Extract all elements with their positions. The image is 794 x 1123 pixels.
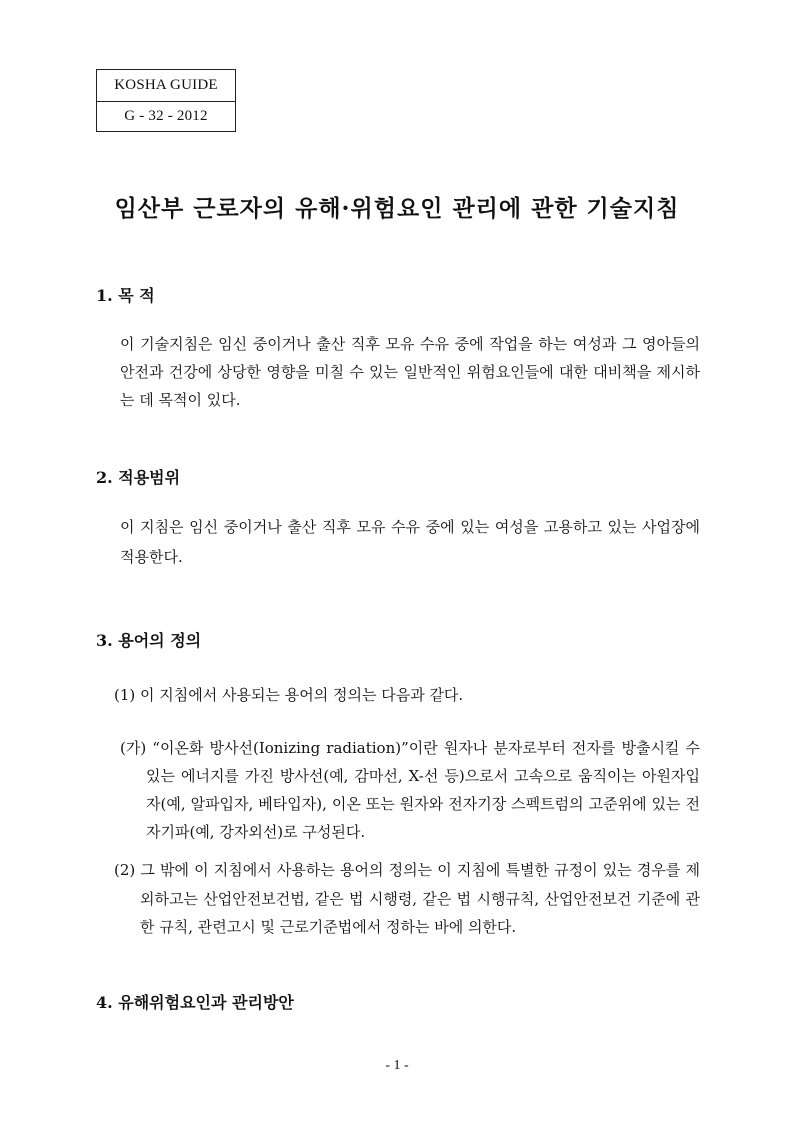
document-code-box xyxy=(96,69,236,132)
section-1-text: 이 기술지침은 임신 중이거나 출산 직후 모유 수유 중에 작업을 하는 여성과 그 영아들의 안전과 건강에 상당한 영향을 미칠 수 있는 일반적인 위험요인들에 대한 대비책을 제시하는 데 목적이 있다. xyxy=(120,335,700,409)
guide-org-label: KOSHA GUIDE xyxy=(97,70,235,102)
section-4-heading: 4. 유해위험요인과 관리방안 xyxy=(96,993,294,1012)
section-2-heading: 2. 적용범위 xyxy=(96,468,181,487)
page-number: - 1 - xyxy=(385,1058,409,1073)
section-2-text: 이 지침은 임신 중이거나 출산 직후 모유 수유 중에 있는 여성을 고용하고 있는 사업장에 적용한다. xyxy=(120,518,700,566)
definition-item-2: (2) 그 밖에 이 지침에서 사용하는 용어의 정의는 이 지침에 특별한 규정이 있는 경우를 제외하고는 산업안전보건법, 같은 법 시행령, 같은 법 시행규칙, 산업안전보건 기준에 관한 규칙, 관련고시 및 근로기준법에서 정하는 바에 의한다. xyxy=(114,861,700,936)
definition-subitem-ga: (가) “이온화 방사선(Ionizing radiation)”이란 원자나 분자로부터 전자를 방출시킬 수 있는 에너지를 가진 방사선(예, 감마선, X-선 등)으로서 고속으로 움직이는 아원자입자(예, 알파입자, 베타입자), 이온 또는 원자와 전자기장 스펙트럼의 고준위에 있는 전자기파(예, 강자외선)로 구성된다. xyxy=(120,739,700,841)
guide-code-label: G - 32 - 2012 xyxy=(124,108,208,125)
definition-item-1: (1) 이 지침에서 사용되는 용어의 정의는 다음과 같다. xyxy=(114,686,464,704)
section-1-heading: 1. 목 적 xyxy=(96,286,155,305)
section-3-heading: 3. 용어의 정의 xyxy=(96,631,202,650)
document-title: 임산부 근로자의 유해·위험요인 관리에 관한 기술지침 xyxy=(114,195,680,222)
